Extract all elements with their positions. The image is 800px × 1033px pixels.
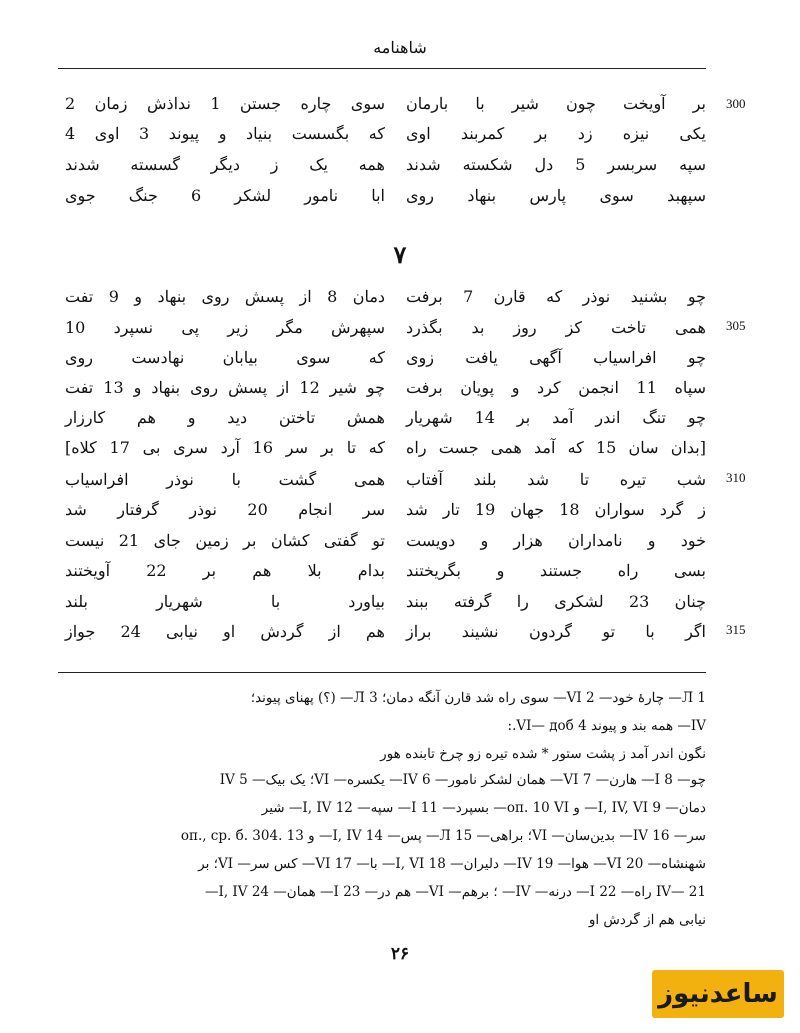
- verse-hemistich-left: که بگسست بنیاد و پیوند 3 اوی 4: [65, 124, 385, 143]
- verse-hemistich-left: همه یک ز دیگر گسسته شدند: [65, 155, 385, 174]
- verse-hemistich-right: شب تیره تا شد بلند آفتاب: [406, 470, 706, 489]
- verse-hemistich-right: اگر با تو گردون نشیند براز: [406, 622, 706, 641]
- page-number: ۲۶: [390, 944, 410, 964]
- verse-hemistich-left: همی گشت با نوذر افراسیاب: [65, 470, 385, 489]
- verse-hemistich-right: یکی نیزه زد بر کمربند اوی: [406, 124, 706, 143]
- verse-hemistich-left: بیاورد با شهریار بلند: [65, 592, 385, 611]
- verse-hemistich-right: چنان 23 لشکری را گرفته ببند: [406, 592, 706, 611]
- verse-hemistich-right: ز گرد سواران 18 جهان 19 تار شد: [406, 500, 707, 519]
- verse-hemistich-left: همش تاختن دید و هم کارزار: [65, 408, 385, 427]
- verse-hemistich-left: سپهرش مگر زیر پی نسپرد 10: [65, 318, 385, 337]
- verse-hemistich-left: تو گفتی کشان بر زمین جای 21 نیست: [65, 531, 385, 550]
- footnote-rule: [58, 672, 706, 673]
- verse-hemistich-right: سپاه 11 انجمن کرد و پویان برفت: [406, 378, 706, 397]
- footnote-line: IV— 21 راه— 22 I— درنه— IV— ؛ برهم— VI— هم در— 23 I— همان— 24 I, IV—: [205, 884, 706, 900]
- footnote-line: دمان— 9 I, IV, VI— و оп. 10 VI— بسپرد— 11 I— سپه— 12 I, IV— شیر: [261, 800, 706, 816]
- verse-hemistich-right: چو افراسیاب آگهی یافت زوی: [406, 348, 706, 367]
- verse-hemistich-right: خود و نامداران هزار و دویست: [406, 531, 706, 550]
- verse-hemistich-left: که تا بر سر 16 آرد سری بی 17 کلاه]: [65, 438, 386, 457]
- line-number: 300: [726, 96, 746, 111]
- verse-hemistich-right: بسی راه جستند و بگریختند: [406, 561, 706, 580]
- verse-hemistich-right: [بدان سان 15 که آمد همی جست راه: [406, 438, 706, 457]
- line-number: 315: [726, 622, 746, 637]
- footnote-line: شهنشاه— 20 VI— هوا— 19 IV— دلیران— 18 I, VI— با— 17 VI— کس سر— VI؛ بر: [198, 856, 706, 872]
- verse-hemistich-left: سر انجام 20 نوذر گرفتار شد: [65, 500, 386, 519]
- verse-hemistich-right: بر آویخت چون شیر با بارمان: [406, 94, 706, 113]
- footnote-line: سر— 16 IV— بدین‌سان— VI؛ براهی— 15 Л— پس— 14 I, IV— و оп., ср. б. 304. 13: [180, 828, 706, 844]
- line-number: 310: [726, 470, 746, 485]
- footnote-line: نیابی هم از گردش او: [588, 912, 706, 928]
- verse-hemistich-left: هم از گردش او نیابی 24 جواز: [65, 622, 385, 641]
- section-number: ۷: [393, 240, 407, 269]
- verse-hemistich-right: چو بشنید نوذر که قارن 7 برفت: [406, 287, 706, 306]
- verse-hemistich-right: چو تنگ اندر آمد بر 14 شهریار: [406, 408, 707, 427]
- verse-hemistich-left: سوی چاره جستن 1 نداذش زمان 2: [65, 94, 386, 113]
- verse-hemistich-left: که سوی بیابان نهادست روی: [65, 348, 385, 367]
- verse-hemistich-right: همی تاخت کز روز بد بگذرد: [406, 318, 706, 337]
- verse-hemistich-left: دمان 8 از پسش روی بنهاد و 9 تفت: [65, 287, 386, 306]
- line-number: 305: [726, 318, 746, 333]
- verse-hemistich-left: چو شیر 12 از پسش روی بنهاد و 13 تفت: [65, 378, 386, 397]
- verse-hemistich-left: بدام بلا هم بر 22 آویختند: [65, 561, 385, 580]
- footnote-line: نگون اندر آمد ز پشت ستور * شده تیره زو چرخ تابنده هور: [380, 746, 706, 762]
- running-header: شاهنامه: [373, 38, 427, 57]
- verse-hemistich-right: سپه سربسر 5 دل شکسته شدند: [406, 155, 706, 174]
- watermark-logo: ساعدنیوز: [652, 970, 784, 1018]
- footnote-line: چو— 8 I— هارن— 7 VI— همان لشکر نامور— 6 IV— یکسره— VI؛ یک بیک— IV 5: [219, 772, 706, 788]
- footnote-line: 1 Л— چارهٔ خود— 2 VI— سوی راه شد قارن آنگه دمان؛ 3 Л— (؟) پهنای پیوند؛: [250, 690, 706, 706]
- header-rule: [58, 68, 706, 69]
- verse-hemistich-right: سپهبد سوی پارس بنهاد روی: [406, 186, 706, 205]
- verse-hemistich-left: ابا نامور لشکر 6 جنگ جوی: [65, 186, 386, 205]
- footnote-line: IV— همه بند و پیوند 4 VI— доб.:: [507, 718, 706, 734]
